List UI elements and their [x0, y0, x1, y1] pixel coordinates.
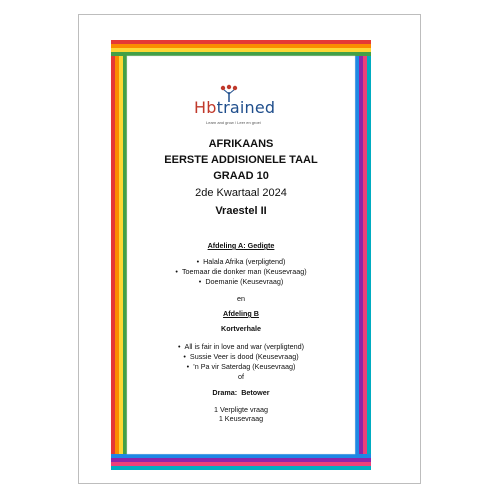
pencil-stripe — [119, 56, 123, 454]
pencil-stripe — [111, 466, 371, 470]
pencil-stripe — [363, 56, 367, 454]
drama-line: 1 Keusevraag — [218, 414, 264, 423]
drama-line: 1 Verpligte vraag — [214, 405, 268, 414]
section-b-item: • ’n Pa vir Saterdag (Keusevraag) — [128, 362, 354, 371]
section-a-item: • Toemaar die donker man (Keusevraag) — [128, 267, 354, 276]
pencil-stripe — [111, 458, 371, 462]
language-level: EERSTE ADDISIONELE TAAL — [164, 154, 318, 166]
pencil-stripe — [115, 56, 119, 454]
section-b-item: • All is fair in love and war (verpligtend) — [128, 342, 354, 351]
pencil-stripe — [111, 48, 371, 52]
section-b-subheading: Kortverhale — [221, 324, 261, 333]
section-a-heading: Afdeling A: Gedigte — [207, 241, 275, 250]
paper-number: Vraestel II — [215, 205, 267, 217]
section-b-heading: Afdeling B — [223, 309, 259, 318]
section-a-item: • Halala Afrika (verpligtend) — [128, 257, 354, 266]
pencil-stripe — [355, 56, 359, 454]
connector-en: en — [237, 294, 245, 303]
pencil-stripe — [111, 56, 115, 454]
drama-heading: Drama: Betower — [212, 388, 270, 397]
pencil-stripe — [367, 56, 371, 454]
pencil-stripe — [111, 462, 371, 466]
brand-name: Hbtrained — [194, 98, 276, 117]
pencil-stripe — [111, 52, 371, 56]
brand-tagline: Learn and grow / Leer en groei — [206, 120, 261, 125]
pencil-stripe — [111, 44, 371, 48]
subject-title: AFRIKAANS — [208, 138, 274, 150]
brand-logo — [128, 82, 354, 126]
connector-of: of — [238, 372, 244, 381]
pencil-stripe — [111, 40, 371, 44]
term: 2de Kwartaal 2024 — [195, 187, 287, 199]
section-a-item: • Doemanie (Keusevraag) — [128, 277, 354, 286]
section-b-item: • Sussie Veer is dood (Keusevraag) — [128, 352, 354, 361]
pencil-stripe — [123, 56, 127, 454]
pencil-stripe — [359, 56, 363, 454]
cover-content — [128, 78, 354, 452]
pencil-stripe — [111, 454, 371, 458]
grade: GRAAD 10 — [213, 170, 269, 182]
